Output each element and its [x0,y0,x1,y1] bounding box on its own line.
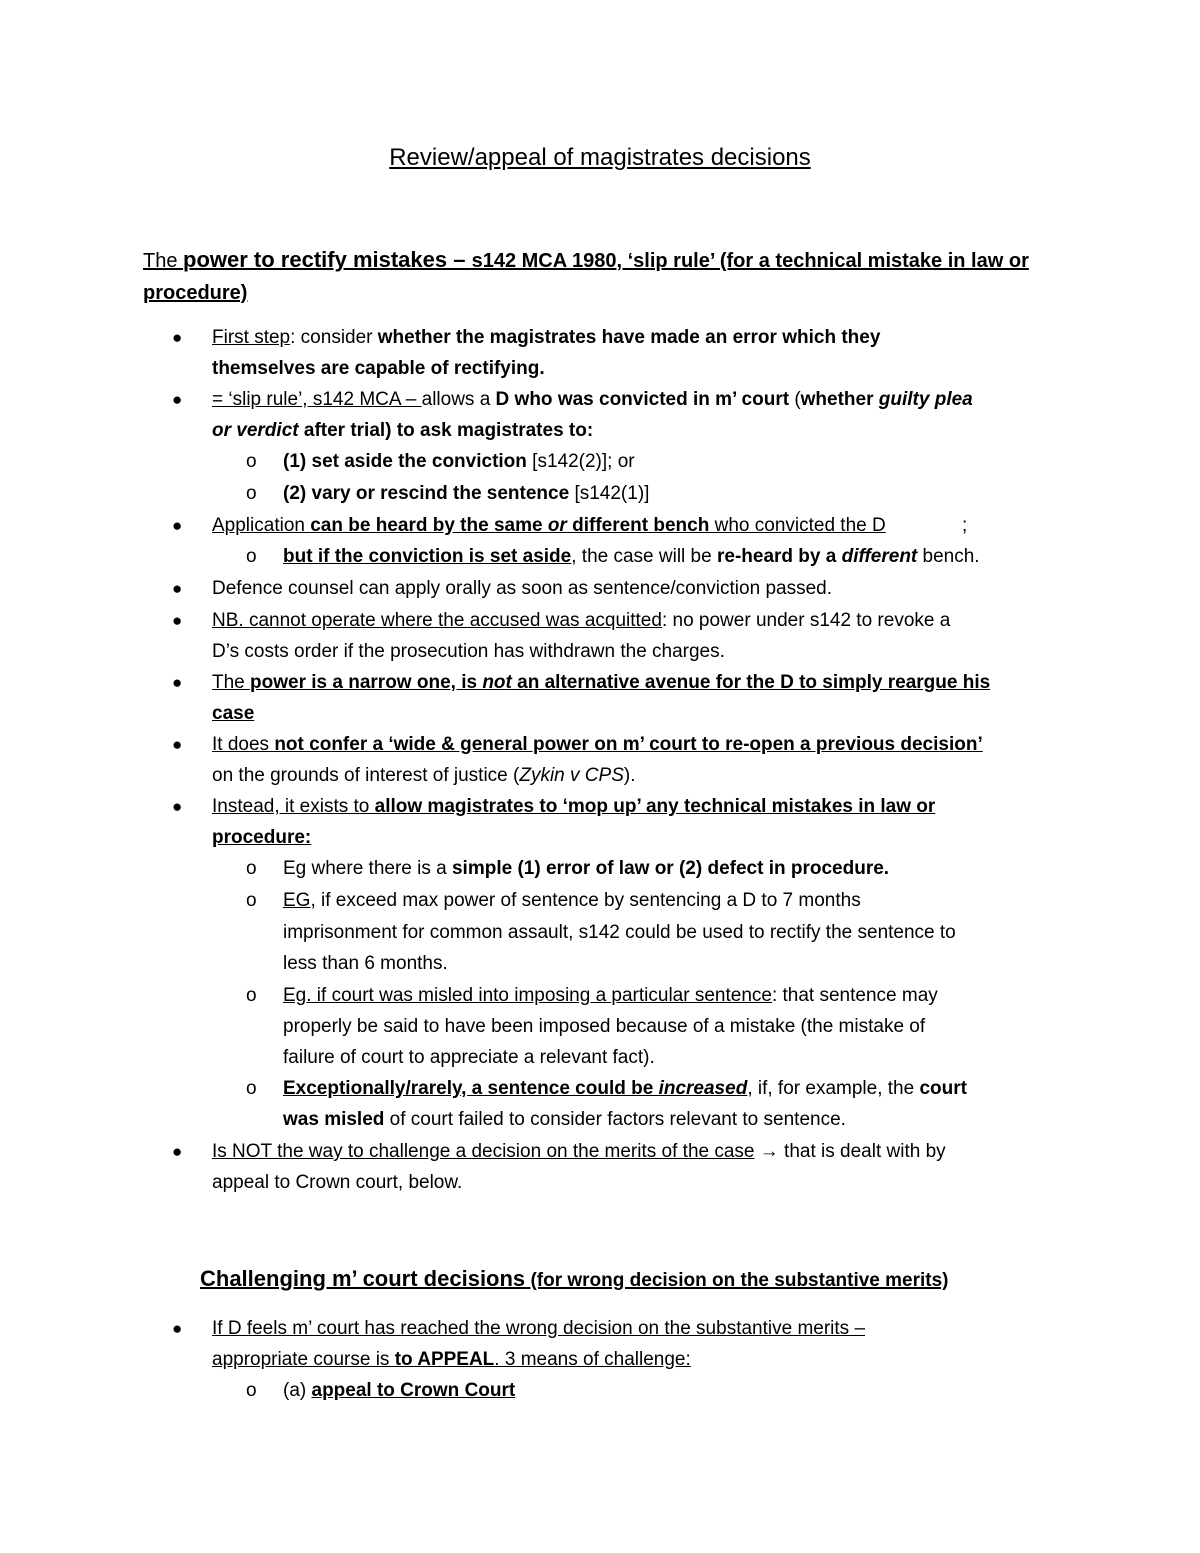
sub-bullet-icon: o [246,1078,257,1099]
sub-list-item-continuation: imprisonment for common assault, s142 could be used to rectify the sentence to [283,922,956,943]
sub-list-item: o (2) vary or rescind the sentence [s142(1)] [0,478,1200,509]
list-item-continuation: D’s costs order if the prosecution has withdrawn the charges. [212,641,725,662]
list-item: ● NB. cannot operate where the accused was acquitted: no power under s142 to revoke a [0,605,1200,636]
sub-list-item-continuation: properly be said to have been imposed because of a mistake (the mistake of [283,1016,926,1037]
sub-list-item: o Eg where there is a simple (1) error of law or (2) defect in procedure. [0,853,1200,884]
list-item-continuation: or verdict after trial) to ask magistrates to: [212,420,594,441]
list-item-continuation: themselves are capable of rectifying. [212,358,545,379]
section-heading-challenging: Challenging m’ court decisions (for wrong decision on the substantive merits) [200,1266,949,1291]
sub-list-item: o EG, if exceed max power of sentence by sentencing a D to 7 months [0,885,1200,916]
sub-list-item: o (1) set aside the conviction [s142(2)]; or [0,446,1200,477]
section-heading-slip-rule: The power to rectify mistakes – s142 MCA 1980, ‘slip rule’ (for a technical mistake in law or procedure) [143,247,1029,304]
bullet-icon: ● [172,390,183,409]
sub-list-item-continuation: failure of court to appreciate a relevant fact). [283,1047,655,1068]
sub-list-item-continuation: was misled of court failed to consider factors relevant to sentence. [283,1109,846,1130]
bullet-icon: ● [172,611,183,630]
sub-bullet-icon: o [246,1380,257,1401]
arrow-right-icon: → [759,1141,779,1162]
list-item [0,322,1200,353]
list-item-continuation: case [212,703,255,724]
list-item: ● Is NOT the way to challenge a decision on the merits of the case → that is dealt with by [0,1136,1200,1167]
bullet-icon: ● [172,1319,183,1338]
bullet-icon: ● [172,797,183,816]
bullet-icon: ● [172,1142,183,1161]
bullet-icon: ● [172,673,183,692]
list-item-continuation: appropriate course is to APPEAL. 3 means of challenge: [212,1349,691,1370]
list-item: ● Application can be heard by the same or different bench who convicted the D ; [0,510,1200,541]
list-item: ● Defence counsel can apply orally as soon as sentence/conviction passed. [0,573,1200,604]
sub-bullet-icon: o [246,451,257,472]
list-item-continuation: procedure: [212,827,312,848]
bullet-icon: ● [172,516,183,535]
sub-bullet-icon: o [246,858,257,879]
sub-list-item: o (a) appeal to Crown Court [0,1375,1200,1406]
list-item-text: First step: consider whether the magistrates have made an error which they [212,327,881,348]
list-item: ● Instead, it exists to allow magistrates to ‘mop up’ any technical mistakes in law or [0,791,1200,822]
bullet-icon: ● [172,579,183,598]
list-item-continuation: on the grounds of interest of justice (Zykin v CPS). [212,765,636,786]
sub-bullet-icon: o [246,985,257,1006]
list-item: ● It does not confer a ‘wide & general power on m’ court to re-open a previous decision’ [0,729,1200,760]
bullet-icon: ● [172,735,183,754]
sub-list-item-continuation: less than 6 months. [283,953,448,974]
list-item-continuation: appeal to Crown court, below. [212,1172,463,1193]
sub-bullet-icon: o [246,483,257,504]
list-item: ● If D feels m’ court has reached the wrong decision on the substantive merits – [0,1313,1200,1344]
sub-bullet-icon: o [246,546,257,567]
list-item-text: = ‘slip rule’, s142 MCA – allows a D who was convicted in m’ court (whether guilty plea [212,389,973,410]
sub-list-item: o Eg. if court was misled into imposing a particular sentence: that sentence may [0,980,1200,1011]
sub-list-item: o but if the conviction is set aside, the case will be re-heard by a different bench. [0,541,1200,572]
sub-list-item: o Exceptionally/rarely, a sentence could be increased, if, for example, the court [0,1073,1200,1104]
list-item: ● The power is a narrow one, is not an alternative avenue for the D to simply reargue his [0,667,1200,698]
document-title: Review/appeal of magistrates decisions [389,144,811,171]
bullet-icon: ● [172,328,183,347]
list-item [0,384,1200,415]
sub-bullet-icon: o [246,890,257,911]
